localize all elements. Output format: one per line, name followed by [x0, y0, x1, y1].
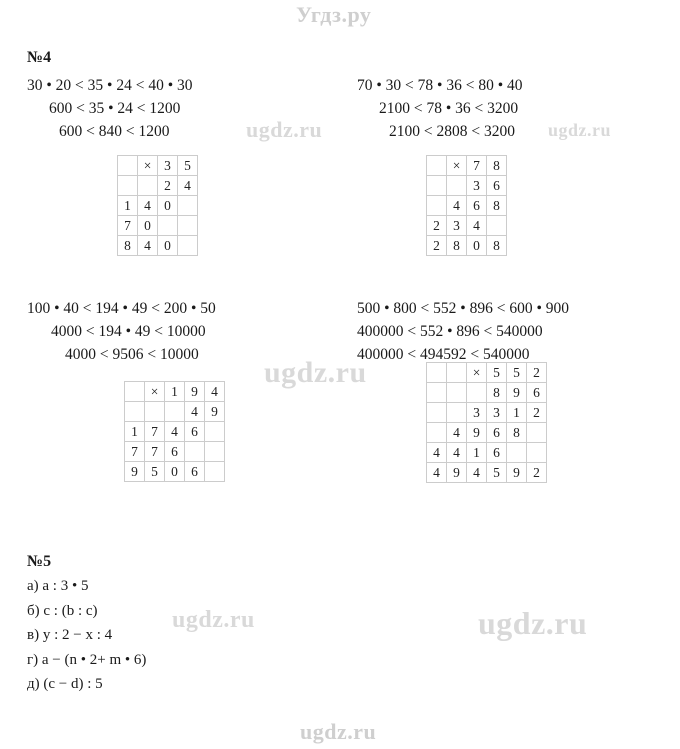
- list-item: б) с : (b : с): [27, 602, 98, 619]
- grid-cell: 9: [507, 383, 527, 403]
- grid-cell: 7: [125, 442, 145, 462]
- inequality-line-2: 400000 < 552 • 896 < 540000: [357, 323, 543, 340]
- grid-cell: [205, 422, 225, 442]
- grid-cell: 4: [165, 422, 185, 442]
- grid-cell: 4: [427, 463, 447, 483]
- grid-cell: [118, 156, 138, 176]
- grid-cell: 8: [487, 383, 507, 403]
- task-5-number: №5: [27, 553, 52, 570]
- grid-cell: [205, 462, 225, 482]
- grid-cell: [118, 176, 138, 196]
- inequality-line-2: 4000 < 194 • 49 < 10000: [51, 323, 206, 340]
- grid-cell: [427, 383, 447, 403]
- grid-cell: 0: [467, 236, 487, 256]
- grid-cell: 3: [158, 156, 178, 176]
- grid-cell: 2: [427, 216, 447, 236]
- grid-cell: [527, 423, 547, 443]
- grid-cell: 6: [185, 462, 205, 482]
- grid-cell: [145, 402, 165, 422]
- task-4-item-2-inequalities: [357, 74, 523, 143]
- grid-cell: 6: [527, 383, 547, 403]
- watermark-b: ugdz.ru: [548, 120, 612, 140]
- grid-cell: 8: [487, 196, 507, 216]
- grid-cell: [205, 442, 225, 462]
- grid-cell: 3: [467, 403, 487, 423]
- grid-cell: [447, 403, 467, 423]
- grid-cell: 1: [507, 403, 527, 423]
- grid-row: [125, 382, 225, 402]
- grid-cell: [125, 382, 145, 402]
- grid-cell: [527, 443, 547, 463]
- grid-cell: 8: [507, 423, 527, 443]
- grid-cell: 1: [118, 196, 138, 216]
- inequality-line-1: 30 • 20 < 35 • 24 < 40 • 30: [27, 77, 193, 94]
- grid-cell: 6: [487, 423, 507, 443]
- grid-cell: [487, 216, 507, 236]
- watermark-a: ugdz.ru: [246, 117, 323, 142]
- grid-cell: [447, 176, 467, 196]
- task-4-number: №4: [27, 49, 52, 66]
- grid-cell: [138, 176, 158, 196]
- grid-cell: 3: [487, 403, 507, 423]
- grid-cell: [427, 176, 447, 196]
- grid-cell: 0: [165, 462, 185, 482]
- multiplication-grid-4: [426, 362, 547, 483]
- grid-row: [118, 216, 198, 236]
- watermark-d: ugdz.ru: [172, 607, 255, 633]
- list-item: а) a : 3 • 5: [27, 578, 89, 594]
- inequality-line-3: 2100 < 2808 < 3200: [389, 123, 515, 140]
- grid-cell: 4: [427, 443, 447, 463]
- grid-row: [427, 156, 507, 176]
- grid-cell: 9: [447, 463, 467, 483]
- grid-cell: 4: [467, 216, 487, 236]
- grid-cell: [158, 216, 178, 236]
- grid-cell: [178, 216, 198, 236]
- grid-cell: 6: [487, 443, 507, 463]
- grid-cell: ×: [447, 156, 467, 176]
- grid-row: [427, 403, 547, 423]
- grid-cell: 0: [158, 236, 178, 256]
- grid-cell: 4: [447, 196, 467, 216]
- grid-row: [427, 463, 547, 483]
- grid-row: [427, 423, 547, 443]
- grid-cell: 8: [118, 236, 138, 256]
- grid-cell: 9: [185, 382, 205, 402]
- grid-cell: 9: [205, 402, 225, 422]
- grid-cell: 6: [165, 442, 185, 462]
- grid-cell: ×: [145, 382, 165, 402]
- grid-cell: 3: [467, 176, 487, 196]
- grid-row: [427, 196, 507, 216]
- grid-cell: [125, 402, 145, 422]
- grid-row: [427, 236, 507, 256]
- grid-cell: 5: [487, 363, 507, 383]
- grid-cell: 5: [507, 363, 527, 383]
- grid-row: [427, 383, 547, 403]
- inequality-line-2: 2100 < 78 • 36 < 3200: [379, 100, 519, 117]
- grid-cell: 2: [527, 463, 547, 483]
- grid-cell: 4: [205, 382, 225, 402]
- grid-cell: 4: [138, 196, 158, 216]
- grid-row: [125, 462, 225, 482]
- grid-cell: [165, 402, 185, 422]
- grid-cell: [185, 442, 205, 462]
- grid-cell: 4: [467, 463, 487, 483]
- grid-row: [427, 216, 507, 236]
- grid-cell: 5: [178, 156, 198, 176]
- grid-cell: 7: [145, 442, 165, 462]
- inequality-line-1: 70 • 30 < 78 • 36 < 80 • 40: [357, 77, 523, 94]
- grid-cell: [427, 423, 447, 443]
- inequality-line-1: 100 • 40 < 194 • 49 < 200 • 50: [27, 300, 216, 317]
- grid-cell: 9: [507, 463, 527, 483]
- grid-cell: [178, 236, 198, 256]
- grid-cell: 4: [178, 176, 198, 196]
- grid-cell: 5: [487, 463, 507, 483]
- grid-cell: 4: [447, 423, 467, 443]
- grid-cell: ×: [467, 363, 487, 383]
- grid-cell: 0: [158, 196, 178, 216]
- grid-row: [125, 442, 225, 462]
- grid-cell: 1: [125, 422, 145, 442]
- task-4-item-3-inequalities: [27, 297, 216, 366]
- list-item: д) (c − d) : 5: [27, 676, 103, 692]
- watermark-f: ugdz.ru: [300, 719, 377, 744]
- inequality-line-3: 400000 < 494592 < 540000: [357, 346, 530, 363]
- grid-cell: [427, 403, 447, 423]
- multiplication-grid-3: [124, 381, 225, 482]
- grid-cell: 4: [138, 236, 158, 256]
- grid-cell: 7: [467, 156, 487, 176]
- multiplication-grid-2: [426, 155, 507, 256]
- grid-cell: 8: [487, 236, 507, 256]
- watermark-e: ugdz.ru: [478, 605, 588, 641]
- grid-cell: 5: [145, 462, 165, 482]
- grid-cell: [427, 363, 447, 383]
- inequality-line-3: 600 < 840 < 1200: [59, 123, 170, 140]
- grid-cell: 6: [467, 196, 487, 216]
- grid-cell: 9: [125, 462, 145, 482]
- grid-cell: [507, 443, 527, 463]
- inequality-line-2: 600 < 35 • 24 < 1200: [49, 100, 181, 117]
- grid-cell: 8: [447, 236, 467, 256]
- grid-cell: 2: [427, 236, 447, 256]
- grid-cell: 6: [185, 422, 205, 442]
- inequality-line-3: 4000 < 9506 < 10000: [65, 346, 199, 363]
- task-4-item-1-inequalities: [27, 74, 193, 143]
- grid-cell: [447, 383, 467, 403]
- grid-cell: [447, 363, 467, 383]
- grid-row: [427, 363, 547, 383]
- grid-cell: 6: [487, 176, 507, 196]
- grid-row: [118, 176, 198, 196]
- grid-cell: 8: [487, 156, 507, 176]
- list-item: г) a − (n • 2+ m • 6): [27, 651, 147, 668]
- task-4-item-4-inequalities: [357, 297, 569, 366]
- grid-cell: 1: [467, 443, 487, 463]
- grid-cell: 2: [527, 363, 547, 383]
- grid-cell: 7: [145, 422, 165, 442]
- grid-cell: 7: [118, 216, 138, 236]
- grid-cell: 4: [447, 443, 467, 463]
- grid-cell: 4: [185, 402, 205, 422]
- multiplication-grid-1: [117, 155, 198, 256]
- watermark-c: ugdz.ru: [264, 356, 367, 389]
- grid-cell: 2: [527, 403, 547, 423]
- grid-row: [427, 176, 507, 196]
- grid-cell: [427, 196, 447, 216]
- grid-row: [118, 196, 198, 216]
- grid-row: [118, 156, 198, 176]
- grid-cell: ×: [138, 156, 158, 176]
- watermark-top: Угдз.ру: [296, 2, 372, 27]
- grid-cell: [427, 156, 447, 176]
- list-item: в) у : 2 − х : 4: [27, 627, 113, 643]
- grid-cell: 1: [165, 382, 185, 402]
- task-5-expression-list: [27, 574, 146, 697]
- inequality-line-1: 500 • 800 < 552 • 896 < 600 • 900: [357, 300, 570, 317]
- grid-cell: 3: [447, 216, 467, 236]
- grid-cell: [178, 196, 198, 216]
- grid-row: [427, 443, 547, 463]
- grid-cell: 9: [467, 423, 487, 443]
- grid-row: [118, 236, 198, 256]
- grid-cell: [467, 383, 487, 403]
- grid-cell: 0: [138, 216, 158, 236]
- grid-cell: 2: [158, 176, 178, 196]
- grid-row: [125, 422, 225, 442]
- grid-row: [125, 402, 225, 422]
